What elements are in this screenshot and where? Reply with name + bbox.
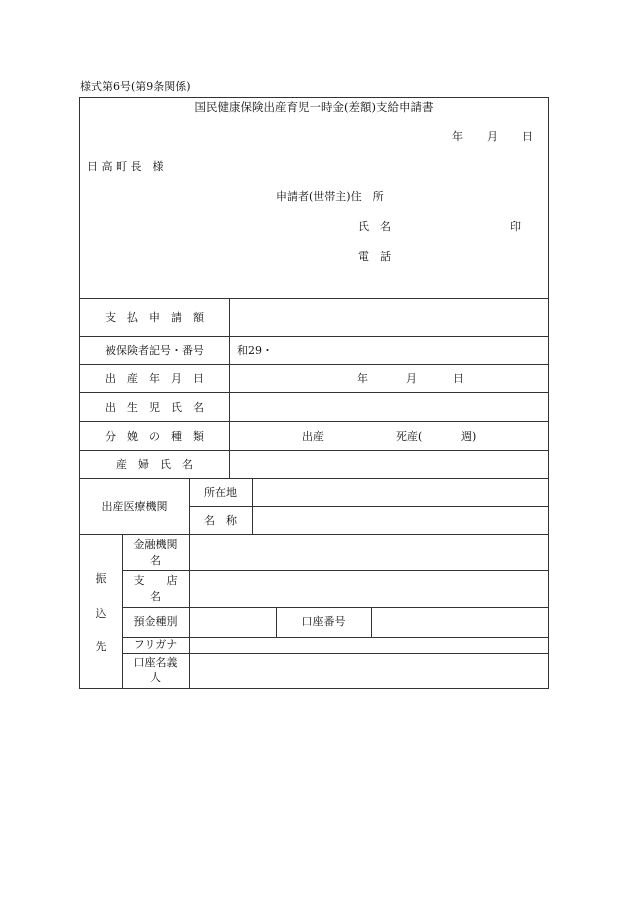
date-month[interactable]: 月 <box>487 130 498 143</box>
divider <box>122 607 548 608</box>
divider <box>80 421 548 422</box>
insured-number-label: 被保険者記号・番号 <box>105 344 204 357</box>
transfer-side-label-3: 先 <box>95 640 107 653</box>
birth-date-label: 出 産 年 月 日 <box>105 372 204 385</box>
divider <box>122 570 548 571</box>
divider-header <box>80 298 548 299</box>
column-divider <box>252 478 253 534</box>
column-divider <box>189 534 190 689</box>
applicant-name-label: 氏 名 <box>358 220 391 233</box>
bank-name-label: 金融機関 <box>133 538 178 551</box>
bank-name-label-2: 名 <box>150 554 161 567</box>
applicant-phone-label: 電 話 <box>358 250 391 263</box>
form-title: 国民健康保険出産育児一時金(差額)支給申請書 <box>194 100 434 114</box>
date-day[interactable]: 日 <box>522 130 533 143</box>
form-number: 様式第6号(第9条関係) <box>80 80 191 93</box>
stillbirth-weeks-suffix: 週) <box>461 430 477 443</box>
facility-name-label: 名 称 <box>204 514 237 527</box>
divider <box>122 653 548 654</box>
account-holder-label: 口座名義 <box>133 656 178 669</box>
furigana-label: フリガナ <box>133 638 178 651</box>
delivery-option-stillbirth[interactable]: 死産( <box>396 430 423 443</box>
amount-label: 支 払 申 請 額 <box>105 311 204 324</box>
divider <box>122 637 548 638</box>
column-divider <box>229 298 230 478</box>
child-name-label: 出 生 児 氏 名 <box>105 401 204 414</box>
branch-name-label: 支 店 <box>133 574 178 587</box>
mother-name-label: 産 婦 氏 名 <box>116 458 193 471</box>
column-divider <box>371 607 372 637</box>
facility-label: 出産医療機関 <box>101 500 168 513</box>
account-number-label: 口座番号 <box>301 615 346 628</box>
divider <box>80 364 548 365</box>
delivery-option-birth[interactable]: 出産 <box>302 430 324 443</box>
birth-day[interactable]: 日 <box>453 372 464 385</box>
facility-address-label: 所在地 <box>204 486 237 499</box>
divider <box>80 336 548 337</box>
date-year[interactable]: 年 <box>452 130 463 143</box>
divider <box>80 534 548 535</box>
delivery-type-label: 分 娩 の 種 類 <box>105 430 204 443</box>
birth-year[interactable]: 年 <box>357 372 368 385</box>
transfer-side-label-1: 振 <box>95 572 107 585</box>
branch-name-label-2: 名 <box>150 590 161 603</box>
account-holder-label-2: 人 <box>150 671 161 684</box>
birth-month[interactable]: 月 <box>406 372 417 385</box>
divider <box>80 478 548 479</box>
divider <box>80 392 548 393</box>
deposit-type-label: 預金種別 <box>133 615 178 628</box>
divider <box>80 450 548 451</box>
insured-number-value[interactable]: 和29・ <box>237 344 273 357</box>
addressee: 日 高 町 長 様 <box>87 160 164 173</box>
application-form <box>79 97 549 689</box>
applicant-address-label: 申請者(世帯主)住 所 <box>276 190 384 203</box>
seal-mark: 印 <box>510 220 521 233</box>
transfer-side-label-2: 込 <box>95 607 107 620</box>
divider <box>189 506 548 507</box>
